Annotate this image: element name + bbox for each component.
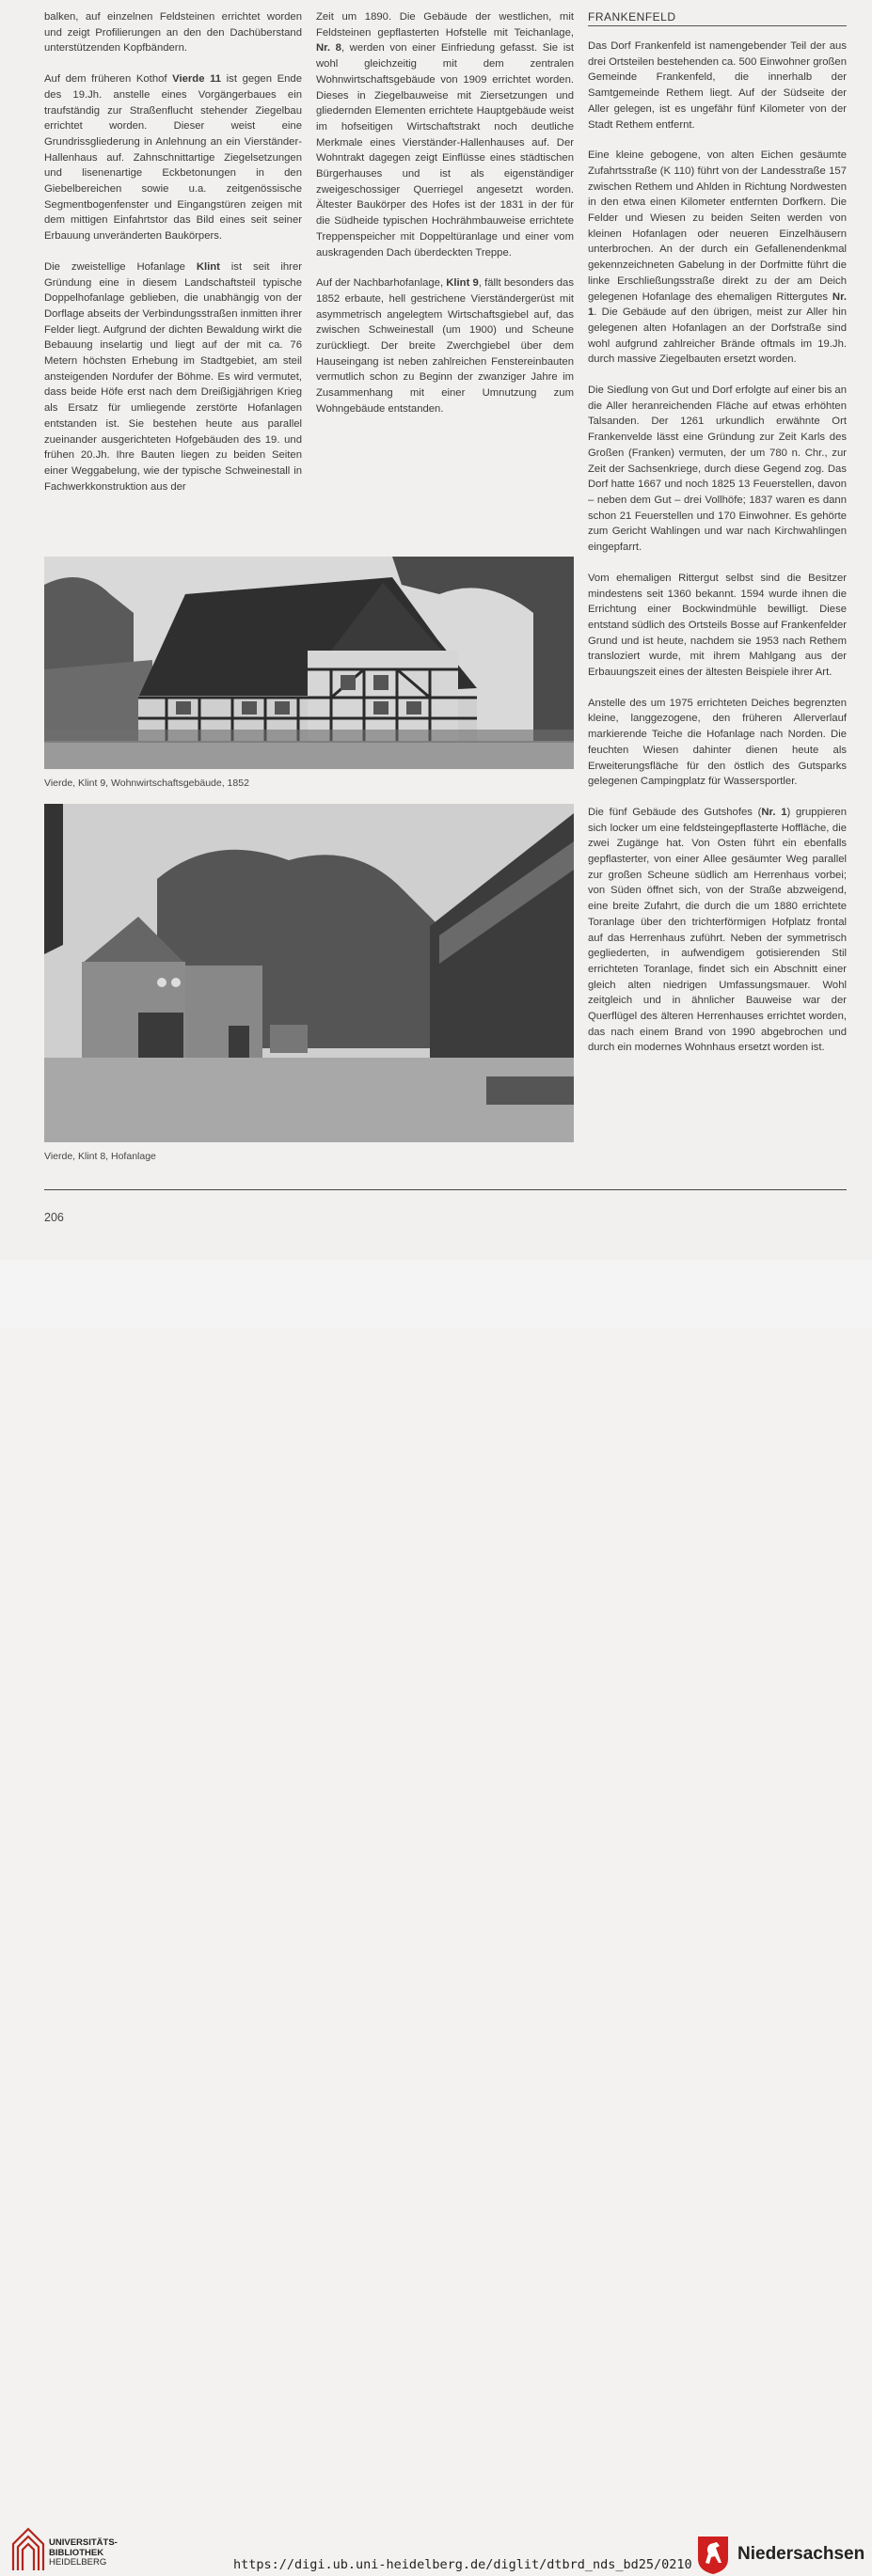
- text-run: Die zweistellige Hofanlage: [44, 260, 197, 273]
- page-number: 206: [44, 1211, 64, 1224]
- text-run: . Die Gebäude auf den übrigen, meist zur Aller hin gelegenen alten Hofanlagen an der Dorfstraße sind wohl aufgrund zahlreicher Brände oftmals im 19.Jh. durch massive Ziegelbauten ersetzt worden.: [588, 306, 847, 366]
- paragraph: [316, 275, 574, 416]
- bold-reference: Nr. 1: [761, 806, 787, 818]
- niedersachsen-label[interactable]: Niedersachsen: [737, 2544, 865, 2564]
- text-run: , fällt besonders das 1852 erbaute, hell gestrichene Vierständergerüst mit asymmetrisch angelegtem Wirtschaftsgiebel auf, das zwischen Schweinestall (um 1900) und Scheune zurückliegt. Der breite Zwerchgiebel über dem Hauseingang ist neben zahlreichen Fenstereinbauten vermutlich schon zu Beginn der zwanziger Jahre im Zusammenhang mit einer Umnutzung zum Wohngebäude entstanden.: [316, 277, 574, 415]
- paragraph: [44, 259, 302, 495]
- text-run: , werden von einer Einfriedung gefasst. Sie ist wohl gleichzeitig mit dem zentralen Wohnwirtschaftsgebäude von 1909 errichtet worden. Dieses in Ziegelbauweise mit Ziersetzungen und gliedernden Elementen errichtete Hauptgebäude weist im hofseitigen Wirtschaftstrakt noch deutliche Merkmale eines Vierständer-Hallenhauses auf. Der Wohntrakt dagegen zeigt Einflüsse eines städtischen Bürgerhauses und ist als eigenständiger zweigeschossiger Querriegel angesetzt worden. Ältester Baukörper des Hofes ist der 1831 in der für die Südheide typischen Hochrähmbauweise errichtete Treppenspeicher mit Doppeltüranlage und einer vom auskragenden Dach überdeckten Treppe.: [316, 42, 574, 259]
- text-run: Auf dem früheren Kothof: [44, 73, 173, 86]
- niedersachsen-horse-emblem-icon[interactable]: [696, 2535, 730, 2576]
- photo-caption: Vierde, Klint 8, Hofanlage: [44, 1151, 156, 1162]
- text-run: Auf der Nachbarhofanlage,: [316, 277, 447, 290]
- paragraph: balken, auf einzelnen Feldsteinen errichtet worden und zeigt Profilierungen an den den Dachüberstand unterstützenden Kopfbändern.: [44, 11, 302, 55]
- photo-timbered-farmhouse: [44, 557, 574, 769]
- section-heading: FRANKENFELD: [588, 9, 847, 26]
- bold-reference: Nr. 1: [588, 291, 847, 319]
- text-run: Eine kleine gebogene, von alten Eichen gesäumte Zufahrtsstraße (K 110) führt von der Landesstraße 157 zwischen Rethem und Ahlden in Richtung Nordwesten in den etwa einen Kilometer entfernten Dorfkern. Die Felder und Wiesen zu beiden Seiten werden von kleinen Hofanlagen oder neueren Einzelhäusern unterbrochen. An der durch ein Gefallenendenkmal gekennzeichneten Gabelung in der Dorfmitte führt die linke Erschließungsstraße direkt zu der am Deich gelegenen Hofanlage des ehemaligen Rittergutes: [588, 149, 847, 303]
- text-run: ist gegen Ende des 19.Jh. anstelle eines Vorgängerbaues ein traufständig zur Straßenflucht stehender Ziegelbau errichtet worden. Dieser weist eine Grundrissgliederung in Anlehnung an ein Vierständer-Hallenhaus auf. Zahnschnittartige Ziegelsetzungen und lisenenartige Eckbetonungen in den Giebelbereichen sowie u.a. zeitgenössische Segmentbogenfenster und Eingangstüren zeigen mit dem mittigen Einfahrtstor das Bild eines seit seiner Erbauung unveränderten Baukörpers.: [44, 73, 302, 243]
- text-run: Zeit um 1890. Die Gebäude der westlichen, mit Feldsteinen gepflasterten Hofstelle mit Teichanlage,: [316, 11, 574, 39]
- paragraph: Die Siedlung von Gut und Dorf erfolgte auf einer bis an die Aller heranreichenden Fläche auf etwas erhöhten Talsanden. Der 1261 urkundlich erwähnte Ort Frankenvelde lässt eine Gründung zur Zeit Karls des Großen (Franken) vermuten, der um 780 n. Chr., zur Zeit der Sachsenkriege, durch diese Gegend zog. Das Dorf hatte 1667 und noch 1825 13 Feuerstellen, davon – neben dem Gut – drei Vollhöfe; 1837 waren es dann schon 21 Feuerstellen und 170 Einwohner. Es gehörte zum Gericht Wahlingen und war nach Kirchwahlingen eingepfarrt.: [588, 385, 847, 554]
- paragraph: [316, 9, 574, 260]
- paragraph: [588, 805, 847, 1056]
- paragraph: [44, 71, 302, 244]
- text-column-right: [588, 9, 847, 1071]
- text-column-middle: [316, 9, 574, 432]
- library-name-line: BIBLIOTHEK: [49, 2547, 104, 2558]
- bold-reference: Vierde 11: [172, 73, 222, 86]
- photo-illustration: [44, 804, 574, 1142]
- text-run: Die fünf Gebäude des Gutshofes (: [588, 806, 762, 818]
- paragraph: Anstelle des um 1975 errichteten Deiches begrenzten kleine, langgezogene, den früheren Allerverlauf markierende Teiche die Hofanlage nach Norden. Die feuchten Wiesen dahinter dienen heute als Erweiterungsfläche für den östlich des Gutsparks gelegenen Campingplatz für Wassersportler.: [588, 697, 847, 788]
- paragraph: Das Dorf Frankenfeld ist namengebender Teil der aus drei Ortsteilen bestehenden ca. 500 Einwohner großen Gemeinde Frankenfeld, die innerhalb der Samtgemeinde Rethem liegt. Auf der Südseite der Aller gelegen, ist es ungefähr fünf Kilometer von der Stadt Rethem entfernt.: [588, 40, 847, 131]
- photo-illustration: [44, 557, 574, 769]
- heidelberg-library-logo-icon[interactable]: [9, 2525, 47, 2574]
- bold-reference: Klint 9: [446, 277, 479, 290]
- photo-brick-barn-courtyard: [44, 804, 574, 1142]
- library-name-line: UNIVERSITÄTS-: [49, 2537, 118, 2548]
- paragraph: Vom ehemaligen Rittergut selbst sind die Besitzer mindestens seit 1360 bekannt. 1594 wurde ihnen die Errichtung einer Bockwindmühle bewilligt. Diese entstand südlich des Ortsteils Bosse auf Frankenfelder Grund und ist heute, nachdem sie 1953 nach Rethem transloziert wurde, mit ihrem Mahlgang aus der Erbauungszeit eines der ältesten Beispiele ihrer Art.: [588, 572, 847, 679]
- library-name-line: HEIDELBERG: [49, 2557, 107, 2568]
- text-run: ist seit ihrer Gründung eine in diesem Landschaftsteil typische Doppelhofanlage geblieben, die unabhängig von der Dorflage abseits der Verbindungsstraßen inmitten ihrer Felder liegt. Aufgrund der dichten Bewaldung wirkt die Bebauung inselartig und liegt auf der mit ca. 76 Metern höchsten Erhebung im Stadtgebiet, am steil ansteigenden Nordufer der Böhme. Es wird vermutet, dass beide Höfe erst nach dem Dreißigjährigen Krieg als Ersatz für umliegende zerstörte Hofanlagen entstanden ist. Sie bestehen heute aus parallel zueinander ausgerichteten Hofgebäuden des 19. und frühen 20.Jh. Ihre Bauten liegen zu beiden Seiten einer Weggabelung, wie der typische Schweinestall in Fachwerkkonstruktion aus der: [44, 260, 302, 493]
- document-url-link[interactable]: https://digi.ub.uni-heidelberg.de/diglit/dtbrd_nds_bd25/0210: [233, 2557, 692, 2572]
- text-column-left: [44, 9, 302, 510]
- footer-divider: [44, 1189, 847, 1190]
- bold-reference: Nr. 8: [316, 42, 341, 55]
- bold-reference: Klint: [196, 260, 220, 273]
- book-page: [0, 0, 872, 1260]
- library-name[interactable]: [49, 2538, 118, 2568]
- paragraph: [588, 148, 847, 368]
- text-run: ) gruppieren sich locker um eine feldsteingepflasterte Hoffläche, die zwei Zugänge hat. Von Osten führt ein ebenfalls gepflasterter, von einer Allee gesäumter Weg parallel zur großen Scheune südlich am Herrenhaus vorbei; von Süden öffnet sich, von der Straße abzweigend, eine breite Zufahrt, die durch die um 1880 errichtete Toranlage über den trichterförmigen Hofplatz frontal auf das Herrenhaus zuführt. Neben der symmetrisch gegliederten, in aufwendigem gotisierenden Stil errichteten Toranlage, findet sich ein Abschnitt einer gleich alten niedrigen Umfassungsmauer. Wohl zeitgleich und in ähnlicher Bauweise war der Querflügel des älteren Herrenhauses errichtet worden, das nach einem Brand von 1990 abgebrochen und durch ein modernes Wohnhaus ersetzt worden ist.: [588, 806, 847, 1054]
- viewer-footer: [0, 1260, 872, 2572]
- photo-caption: Vierde, Klint 9, Wohnwirtschaftsgebäude, 1852: [44, 778, 249, 789]
